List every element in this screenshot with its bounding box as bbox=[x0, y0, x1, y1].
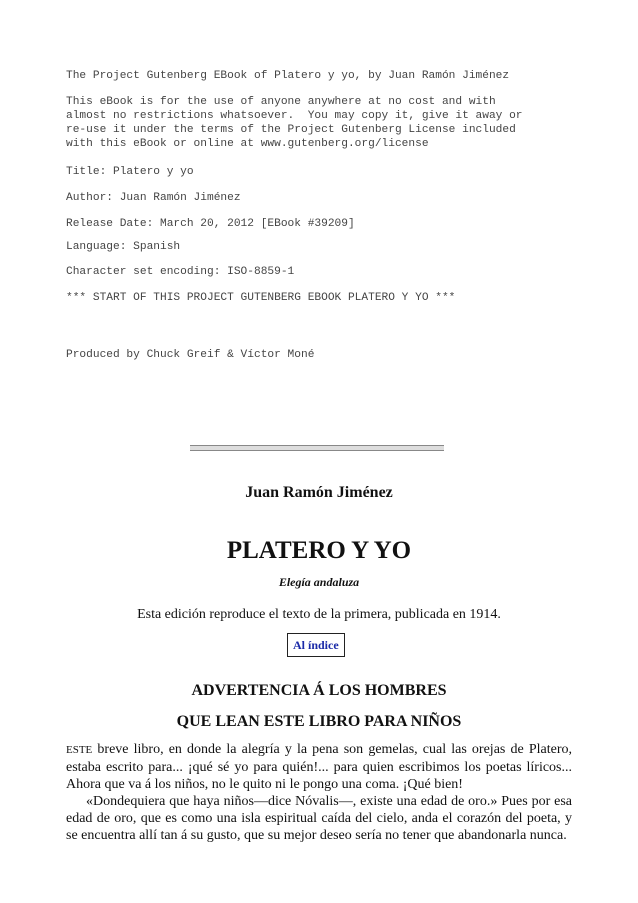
warning-paragraph-1 bbox=[66, 741, 572, 793]
license-line: with this eBook or online at www.gutenberg.org/license bbox=[66, 138, 429, 150]
book-title: PLATERO Y YO bbox=[226, 537, 412, 564]
book-author: Juan Ramón Jiménez bbox=[245, 484, 393, 501]
ebook-header-line: The Project Gutenberg EBook of Platero y yo, by Juan Ramón Jiménez bbox=[66, 70, 510, 82]
book-subtitle: Elegía andaluza bbox=[278, 575, 360, 589]
author-line: Author: Juan Ramón Jiménez bbox=[66, 192, 241, 204]
license-line: almost no restrictions whatsoever. You may copy it, give it away or bbox=[66, 110, 523, 122]
warning-paragraph-2: «Dondequiera que haya niños—dice Nóvalis—, existe una edad de oro.» Pues por esa edad de oro, que es como una isla espiritual caída del cielo, anda el corazón del poeta, y se encuentra allí tan á su gusto, que su mejor deseo sería no tener que abandonarla nunca. bbox=[66, 794, 572, 843]
paragraph-text: breve libro, en donde la alegría y la pena son gemelas, cual las orejas de Platero, estaba escrito para... ¡qué sé yo para quién!... para quien escribimos los poetas líricos... Ahora que va á los niños, no le quito ni le pongo una coma. ¡Qué bien! bbox=[66, 742, 572, 792]
warning-subheading: QUE LEAN ESTE LIBRO PARA NIÑOS bbox=[176, 713, 462, 730]
start-marker-line: *** START OF THIS PROJECT GUTENBERG EBOOK PLATERO Y YO *** bbox=[66, 292, 456, 304]
produced-by-line: Produced by Chuck Greif & Víctor Moné bbox=[66, 349, 315, 361]
horizontal-rule bbox=[190, 445, 444, 451]
index-link[interactable]: Al índice bbox=[287, 633, 345, 657]
edition-note: Esta edición reproduce el texto de la primera, publicada en 1914. bbox=[137, 607, 501, 622]
license-line: re-use it under the terms of the Project Gutenberg License included bbox=[66, 124, 516, 136]
title-line: Title: Platero y yo bbox=[66, 166, 194, 178]
license-line: This eBook is for the use of anyone anywhere at no cost and with bbox=[66, 96, 496, 108]
small-caps-first-word: ESTE bbox=[66, 744, 93, 756]
charset-line: Character set encoding: ISO-8859-1 bbox=[66, 266, 295, 278]
language-line: Language: Spanish bbox=[66, 241, 181, 253]
release-date-line: Release Date: March 20, 2012 [EBook #39209] bbox=[66, 218, 355, 230]
warning-heading: ADVERTENCIA Á LOS HOMBRES bbox=[191, 682, 447, 699]
